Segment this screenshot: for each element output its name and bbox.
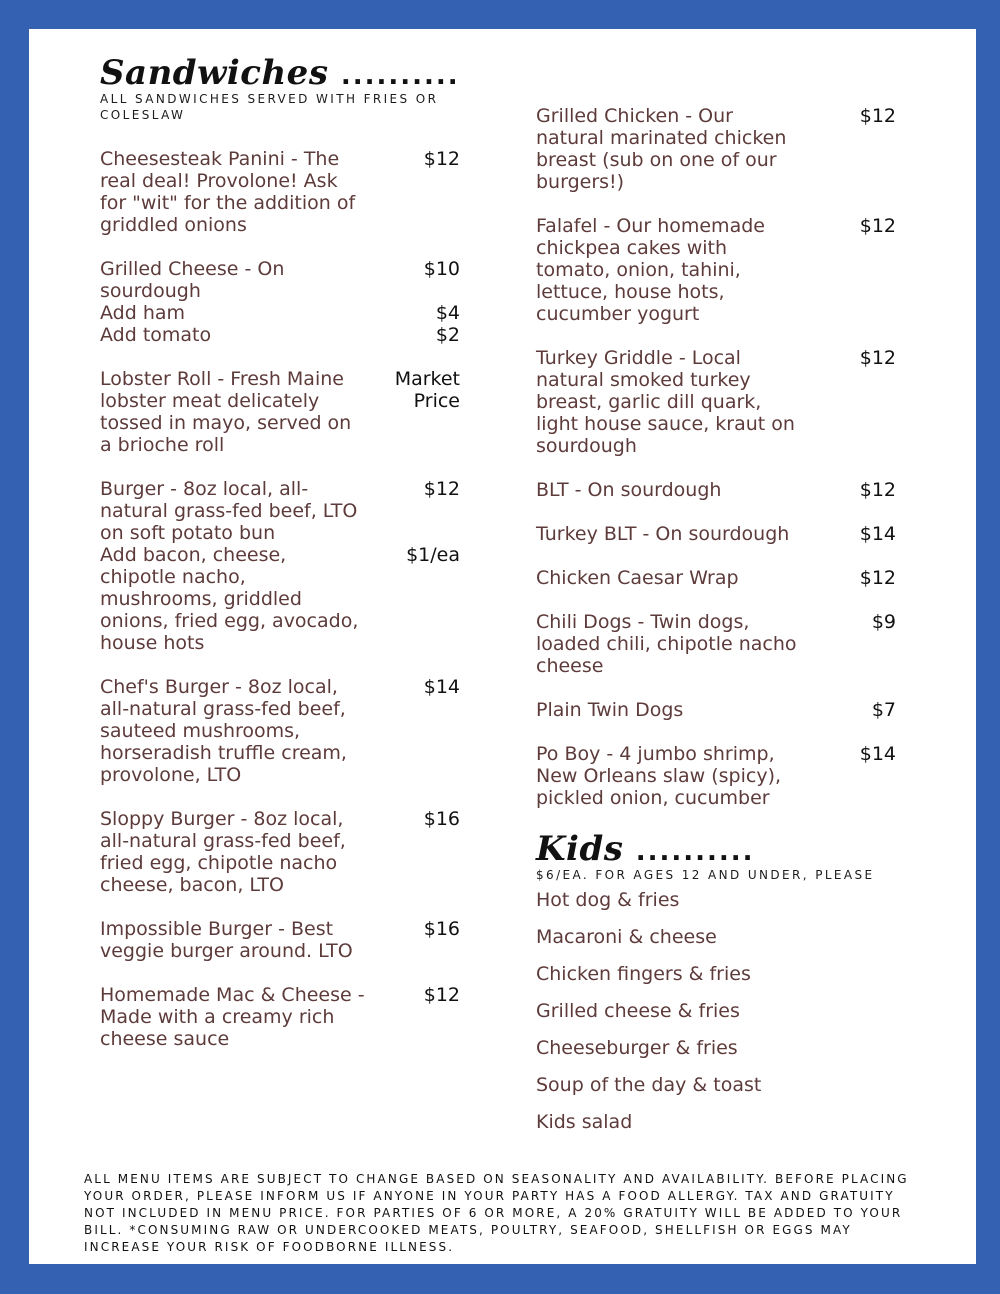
menu-item-description: Cheesesteak Panini - The real deal! Provolone! Ask for "wit" for the addition of griddled onions xyxy=(100,148,356,236)
menu-item-price: $7 xyxy=(871,699,896,721)
kids-subtitle: $6/EA. FOR AGES 12 AND UNDER, PLEASE xyxy=(536,868,875,882)
kids-heading xyxy=(536,831,896,867)
menu-item-description: Plain Twin Dogs xyxy=(536,699,684,721)
menu-item-price: $12 xyxy=(859,105,896,127)
kids-list xyxy=(536,889,896,1133)
menu-item-description: Lobster Roll - Fresh Maine lobster meat delicately tossed in mayo, served on a brioche roll xyxy=(100,368,352,456)
menu-item-description: Turkey BLT - On sourdough xyxy=(536,523,790,545)
menu-item xyxy=(536,347,896,457)
kids-menu-item: Chicken fingers & fries xyxy=(536,963,751,985)
menu-item xyxy=(100,544,460,654)
menu-item xyxy=(100,258,460,302)
menu-item xyxy=(100,676,460,786)
menu-item xyxy=(536,523,896,545)
menu-item xyxy=(100,324,460,346)
menu-item-price: $16 xyxy=(423,918,460,940)
menu-item-description: Homemade Mac & Cheese - Made with a creamy rich cheese sauce xyxy=(100,984,365,1050)
menu-item xyxy=(100,148,460,236)
menu-item-price: $12 xyxy=(859,479,896,501)
menu-item-price: $12 xyxy=(859,567,896,589)
menu-item-price: $14 xyxy=(859,743,896,765)
kids-menu-item: Hot dog & fries xyxy=(536,889,680,911)
menu-item xyxy=(536,699,896,721)
menu-item-description: Add bacon, cheese, chipotle nacho, mushrooms, griddled onions, fried egg, avocado, house hots xyxy=(100,544,359,654)
menu-item-description: Falafel - Our homemade chickpea cakes with tomato, onion, tahini, lettuce, house hots, cucumber yogurt xyxy=(536,215,765,325)
heading-dots: .......... xyxy=(340,61,460,91)
kids-menu-item: Kids salad xyxy=(536,1111,633,1133)
menu-item-description: Turkey Griddle - Local natural smoked turkey breast, garlic dill quark, light house sauce, kraut on sourdough xyxy=(536,347,795,457)
menu-item-description: Chicken Caesar Wrap xyxy=(536,567,739,589)
menu-item-description: Sloppy Burger - 8oz local, all-natural grass-fed beef, fried egg, chipotle nacho cheese, bacon, LTO xyxy=(100,808,346,896)
menu-item-description: Chili Dogs - Twin dogs, loaded chili, chipotle nacho cheese xyxy=(536,611,797,677)
kids-menu-item: Cheeseburger & fries xyxy=(536,1037,738,1059)
right-column xyxy=(536,105,896,1148)
menu-item-description: Po Boy - 4 jumbo shrimp, New Orleans slaw (spicy), pickled onion, cucumber xyxy=(536,743,782,809)
kids-menu-item: Macaroni & cheese xyxy=(536,926,717,948)
menu-item-price: $9 xyxy=(871,611,896,633)
menu-item-price: $12 xyxy=(423,984,460,1006)
menu-item-price: $12 xyxy=(859,215,896,237)
menu-item-price: $12 xyxy=(423,148,460,170)
menu-item-description: Add ham xyxy=(100,302,186,324)
menu-item-description: Grilled Chicken - Our natural marinated chicken breast (sub on one of our burgers!) xyxy=(536,105,787,193)
menu-item-price: $10 xyxy=(423,258,460,280)
sandwich-list-right xyxy=(536,105,896,809)
menu-item xyxy=(536,567,896,589)
sandwiches-heading xyxy=(100,55,460,91)
menu-item-price: $12 xyxy=(423,478,460,500)
menu-item xyxy=(536,479,896,501)
menu-item xyxy=(100,302,460,324)
menu-item-price: $14 xyxy=(859,523,896,545)
menu-item-price: $1/ea xyxy=(406,544,460,566)
menu-item-description: BLT - On sourdough xyxy=(536,479,722,501)
menu-item xyxy=(536,611,896,677)
menu-item xyxy=(536,743,896,809)
kids-menu-item: Grilled cheese & fries xyxy=(536,1000,740,1022)
menu-item-price: $2 xyxy=(435,324,460,346)
menu-item xyxy=(100,808,460,896)
menu-item-description: Impossible Burger - Best veggie burger around. LTO xyxy=(100,918,353,962)
menu-item xyxy=(536,105,896,193)
menu-item-description: Add tomato xyxy=(100,324,212,346)
left-column xyxy=(100,55,460,1050)
menu-item-price: Market Price xyxy=(394,368,460,412)
sandwiches-title: Sandwiches xyxy=(100,53,329,93)
menu-item xyxy=(100,478,460,544)
sandwich-list-left xyxy=(100,148,460,1050)
menu-item xyxy=(100,918,460,962)
menu-item xyxy=(536,215,896,325)
menu-item xyxy=(100,984,460,1050)
menu-item-price: $4 xyxy=(435,302,460,324)
menu-item xyxy=(100,368,460,456)
kids-menu-item: Soup of the day & toast xyxy=(536,1074,762,1096)
menu-item-price: $14 xyxy=(423,676,460,698)
menu-disclaimer: ALL MENU ITEMS ARE SUBJECT TO CHANGE BASED ON SEASONALITY AND AVAILABILITY. BEFORE PLACING YOUR ORDER, PLEASE INFORM US IF ANYONE IN YOUR PARTY HAS A FOOD ALLERGY. TAX AND GRATUITY NOT INCLUDED IN MENU PRICE. FOR PARTIES OF 6 OR MORE, A 20% GRATUITY WILL BE ADDED TO YOUR BILL. *CONSUMING RAW OR UNDERCOOKED MEATS, POULTRY, SEAFOOD, SHELLFISH OR EGGS MAY INCREASE YOUR RISK OF FOODBORNE ILLNESS. xyxy=(84,1172,909,1254)
menu-page xyxy=(29,29,976,1264)
menu-item-description: Grilled Cheese - On sourdough xyxy=(100,258,285,302)
kids-title: Kids xyxy=(536,829,624,869)
menu-item-price: $12 xyxy=(859,347,896,369)
sandwiches-subtitle: ALL SANDWICHES SERVED WITH FRIES OR COLESLAW xyxy=(100,92,439,122)
menu-item-price: $16 xyxy=(423,808,460,830)
kids-section xyxy=(536,831,896,1133)
menu-item-description: Burger - 8oz local, all-natural grass-fed beef, LTO on soft potato bun xyxy=(100,478,358,544)
heading-dots: .......... xyxy=(635,837,755,867)
menu-item-description: Chef's Burger - 8oz local, all-natural grass-fed beef, sauteed mushrooms, horseradish truffle cream, provolone, LTO xyxy=(100,676,347,786)
